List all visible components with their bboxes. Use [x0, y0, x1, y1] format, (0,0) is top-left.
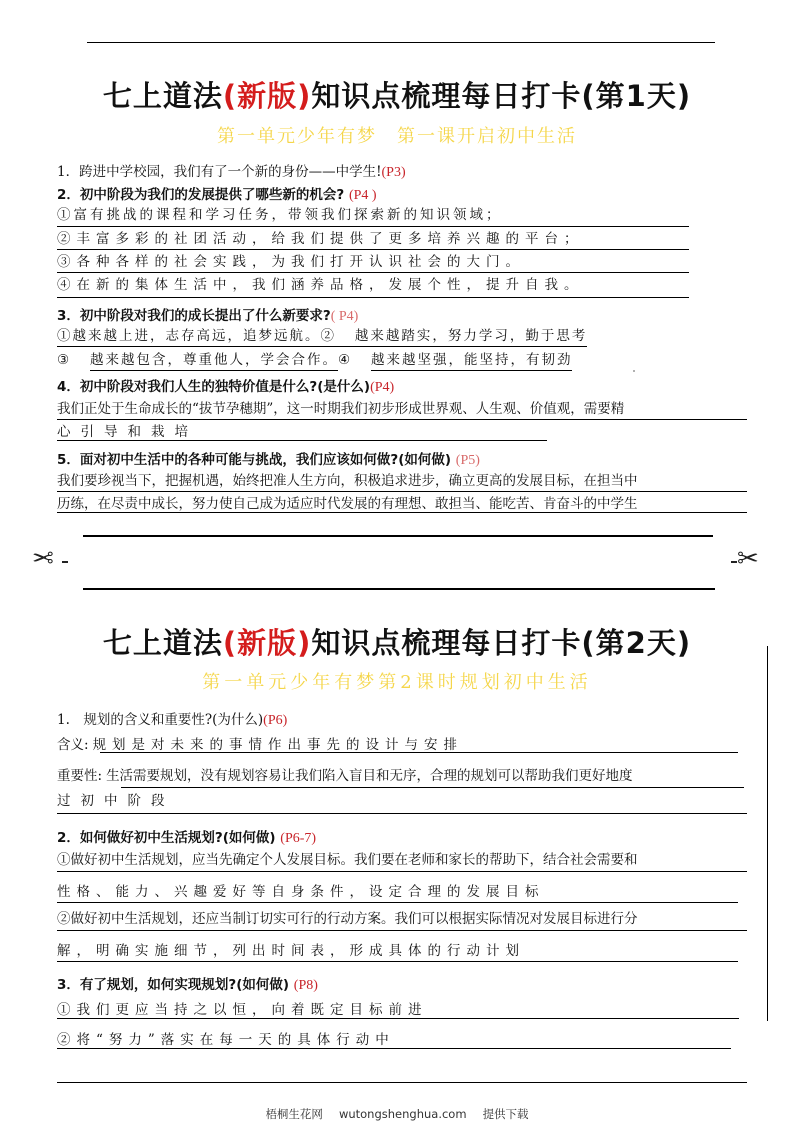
answer-line: ①越来越上进，志存高远，追梦远航。② 越来越踏实，努力学习，勤于思考 [57, 327, 587, 347]
answer-underline [57, 902, 738, 903]
page-ref: (P5) [455, 453, 480, 468]
top-rule [87, 42, 715, 43]
answer-line: ①做好初中生活规划，应当先确定个人发展目标。我们要在老师和家长的帮助下，结合社会需要和 [57, 852, 638, 868]
importance-line-2: 过初中阶段 [57, 793, 175, 809]
answer-line: 心引导和栽培 [57, 424, 198, 440]
question-1: 1. 规划的含义和重要性?(为什么)(P6) [57, 712, 288, 728]
cut-line-top [83, 535, 713, 537]
answer-line: ③各种各样的社会实践，为我们打开认识社会的大门。 [57, 254, 525, 270]
importance-label: 重要性: [57, 768, 103, 784]
answer-line: ①富有挑战的课程和学习任务，带领我们探索新的知识领域； [57, 207, 503, 223]
question-2: 2．如何做好初中生活规划?(如何做) (P6-7) [57, 830, 317, 846]
answer-underline [57, 440, 547, 441]
answer-underline [57, 272, 689, 273]
margin-line [767, 646, 768, 1021]
answer-underline [57, 961, 738, 962]
meaning-label: 含义: [57, 737, 89, 753]
lesson-subtitle-day1: 第一单元少年有梦 第一课开启初中生活 [217, 126, 577, 147]
page-title-day2 [0, 621, 794, 662]
title-suffix: 知识点梳理每日打卡(第2天) [311, 626, 692, 660]
footer-url[interactable]: wutongshenghua.com [338, 1107, 467, 1121]
question-3: 3．初中阶段对我们的成长提出了什么新要求?( P4) [57, 308, 359, 324]
answer-underline [121, 787, 744, 788]
answer-underline [57, 1048, 731, 1049]
cut-dash-right [731, 561, 737, 563]
title-new-edition: (新版) [222, 626, 312, 660]
question-2: 2．初中阶段为我们的发展提供了哪些新的机会? (P4 ) [57, 187, 377, 203]
answer-underline [57, 491, 747, 492]
footer [0, 1106, 794, 1122]
lesson-subtitle-day2: 第一单元少年有梦第2课时规划初中生活 [202, 672, 592, 693]
page-ref: ( P4) [330, 309, 359, 324]
answer-underline [57, 813, 747, 814]
question-4: 4．初中阶段对我们人生的独特价值是什么?(是什么)(P4) [57, 379, 395, 395]
page-ref: (P4 ) [348, 188, 377, 203]
page-title-day1 [0, 74, 794, 115]
scissors-icon-right: ✂ [737, 544, 759, 574]
answer-line: ④在新的集体生活中，我们涵养品格，发展个性，提升自我。 [57, 277, 584, 293]
scissors-icon-left: ✂ [32, 544, 54, 574]
answer-line: ①我们更应当持之以恒，向着既定目标前进 [57, 1002, 428, 1018]
answer-underline [57, 1018, 739, 1019]
bottom-rule [57, 1082, 747, 1083]
title-new-edition: (新版) [222, 79, 312, 113]
answer-line: 我们正处于生命成长的“拔节孕穗期”，这一时期我们初步形成世界观、人生观、价值观，需要精 [57, 401, 625, 417]
answer-underline [57, 226, 689, 227]
page-ref: (P4) [370, 380, 395, 395]
answer-line: ②做好初中生活规划，还应当制订切实可行的行动方案。我们可以根据实际情况对发展目标进行分 [57, 911, 638, 927]
importance-text: 生活需要规划，没有规划容易让我们陷入盲目和无序，合理的规划可以帮助我们更好地度 [106, 768, 633, 784]
importance-line [57, 767, 633, 785]
answer-line: 性格、能力、兴趣爱好等自身条件，设定合理的发展目标 [57, 884, 545, 900]
title-suffix: 知识点梳理每日打卡(第1天) [311, 79, 692, 113]
answer-underline [57, 249, 689, 250]
question-3: 3．有了规划，如何实现规划?(如何做) (P8) [57, 977, 318, 993]
answer-underline [57, 930, 747, 931]
answer-underline [57, 419, 747, 420]
question-5: 5．面对初中生活中的各种可能与挑战，我们应该如何做?(如何做) (P5) [57, 452, 480, 468]
answer-line: ③ 越来越包含，尊重他人，学会合作。④ 越来越坚强，能坚持，有韧劲 [57, 351, 572, 371]
question-1: 1．跨进中学校园，我们有了一个新的身份——中学生!(P3) [57, 164, 406, 180]
page-ref: (P6) [263, 713, 288, 728]
footer-site-name: 梧桐生花网 [265, 1107, 323, 1121]
answer-underline [57, 297, 689, 298]
answer-underline [57, 512, 747, 513]
answer-underline [57, 871, 747, 872]
meaning-text: 规划是对未来的事情作出事先的设计与安排 [92, 737, 464, 753]
cut-line-bottom [83, 588, 715, 590]
cut-dash-left [62, 561, 68, 563]
answer-line: 我们要珍视当下，把握机遇，始终把准人生方向，积极追求进步，确立更高的发展目标，在担当中 [57, 473, 638, 489]
answer-line: 解，明确实施细节，列出时间表，形成具体的行动计划 [57, 943, 525, 959]
title-prefix: 七上道法 [102, 626, 223, 660]
answer-line: ②丰富多彩的社团活动，给我们提供了更多培养兴趣的平台； [57, 231, 584, 247]
answer-underline [100, 752, 738, 753]
page-ref: (P3) [381, 165, 406, 180]
page-ref: (P8) [293, 978, 318, 993]
answer-line: 历练，在尽责中成长，努力使自己成为适应时代发展的有理想、敢担当、能吃苦、肯奋斗的中学生 [57, 496, 638, 512]
page-ref: (P6-7) [280, 831, 317, 846]
speck [633, 370, 635, 372]
answer-line: ②将“努力”落实在每一天的具体行动中 [57, 1032, 395, 1048]
footer-note: 提供下载 [482, 1107, 529, 1121]
title-prefix: 七上道法 [102, 79, 223, 113]
